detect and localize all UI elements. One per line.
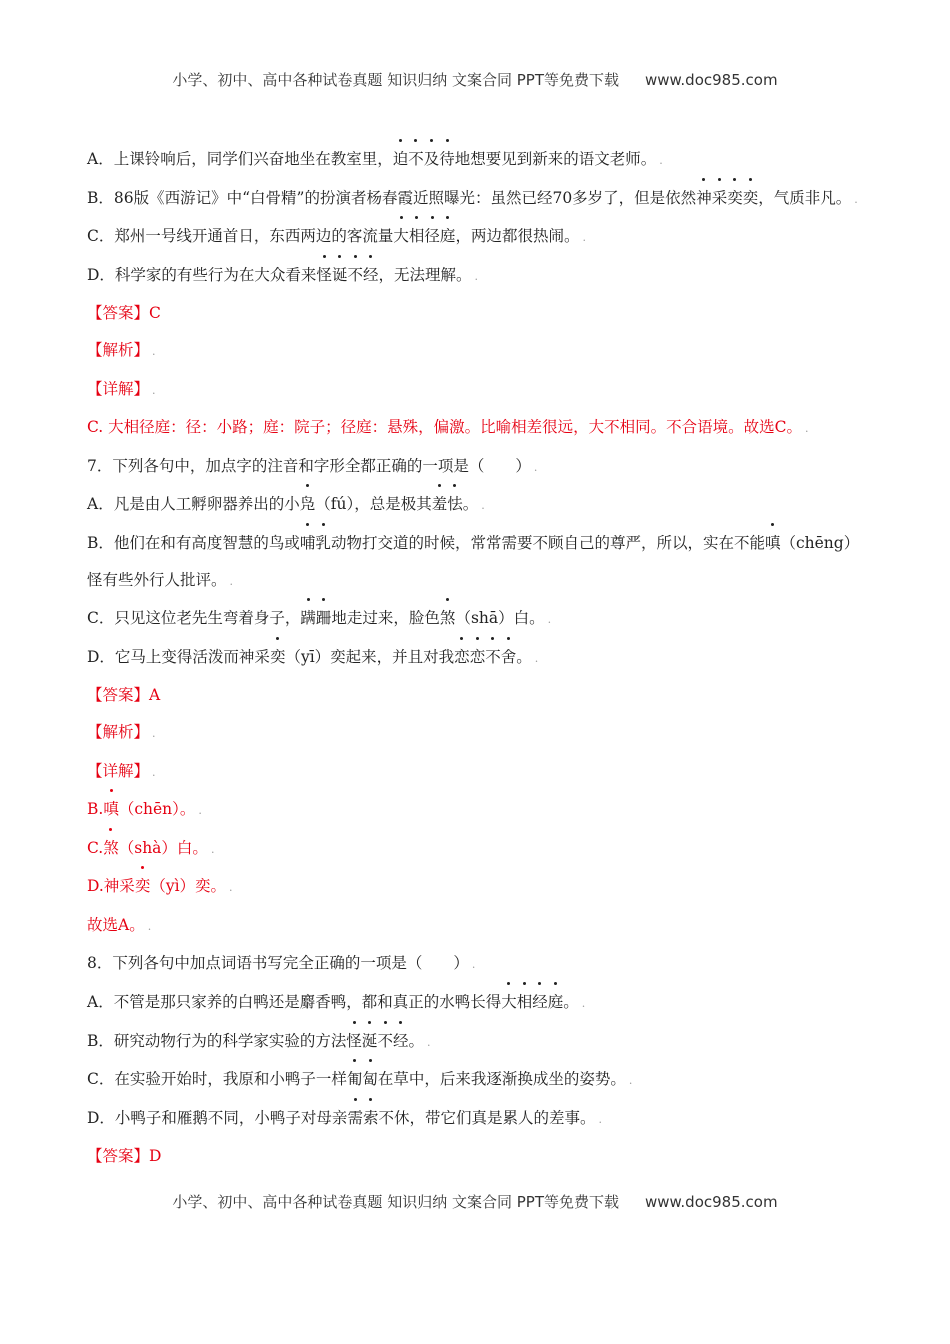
q6-detail-label: 【详解】 . xyxy=(87,379,156,398)
paragraph-mark: . xyxy=(152,344,156,358)
dotted-words xyxy=(440,609,456,627)
answer-value: C xyxy=(149,304,161,323)
dotted-char: 羞 xyxy=(432,486,448,523)
dotted-char: 不 xyxy=(377,1023,393,1060)
paragraph-mark: . xyxy=(229,574,234,588)
q8-stem: 8．下列各句中加点词语书写完全正确的一项是（ ） . xyxy=(87,954,476,973)
dotted-words xyxy=(432,495,463,513)
paragraph-mark: . xyxy=(426,1035,431,1049)
dotted-char: 神 xyxy=(696,180,712,217)
dotted-char: 哺 xyxy=(300,525,316,562)
dotted-char: 经 xyxy=(393,1023,409,1060)
page-footer xyxy=(0,1191,950,1212)
q7-analysis-label: 【解析】 . xyxy=(87,722,156,741)
paragraph-mark: . xyxy=(471,958,476,972)
q7-conclusion: 故选A。 . xyxy=(87,915,152,934)
dotted-char: 舍 xyxy=(501,639,517,676)
dotted-char: 涎 xyxy=(362,1023,378,1060)
dotted-char: 待 xyxy=(439,141,455,178)
paragraph-mark: . xyxy=(805,422,809,436)
dotted-char: 匍 xyxy=(347,1061,363,1098)
footer-site: www.doc985.com xyxy=(644,1193,778,1211)
q6-option-c: C．郑州一号线开通首日，东西两边的客流量大相径庭，两边都很热闹。 . xyxy=(87,218,867,257)
dotted-char: 及 xyxy=(424,141,440,178)
q7-option-b: B．他们在和有高度智慧的鸟或哺乳动物打交道的时候，常常需要不顾自己的尊严，所以，实在不能嗔（chēng）怪有些外行人批评。 . xyxy=(87,525,867,600)
dotted-char: 匐 xyxy=(362,1061,378,1098)
dotted-char: 怪 xyxy=(346,1023,362,1060)
paragraph-mark: . xyxy=(582,231,586,245)
dotted-words xyxy=(765,534,781,552)
page-header xyxy=(0,69,950,90)
dotted-words xyxy=(347,1109,378,1127)
paragraph-mark: . xyxy=(659,154,663,167)
q7-detail-label: 【详解】 . xyxy=(87,761,156,780)
dotted-words xyxy=(135,877,151,895)
q7-answer: 【答案】A xyxy=(87,686,161,705)
dotted-char: 经 xyxy=(532,984,548,1021)
dotted-char: 相 xyxy=(517,984,533,1021)
q8-option-d: D．小鸭子和雁鹅不同，小鸭子对母亲需索不休，带它们真是累人的差事。 . xyxy=(87,1100,867,1139)
dotted-char: 奕 xyxy=(270,639,286,676)
q7-explain-c: C.煞（shà）白。 . xyxy=(87,830,867,869)
dotted-char: 奕 xyxy=(727,180,743,217)
paragraph-mark: . xyxy=(854,192,858,206)
header-text: 小学、初中、高中各种试卷真题 知识归纳 文案合同 PPT等免费下载 xyxy=(172,71,619,89)
dotted-words xyxy=(270,648,286,666)
paragraph-mark: . xyxy=(210,842,215,856)
dotted-char: 嗔 xyxy=(765,525,781,562)
header-site: www.doc985.com xyxy=(644,71,778,89)
dotted-words xyxy=(103,839,119,857)
dotted-char: 迫 xyxy=(393,141,409,178)
dotted-words xyxy=(300,609,331,627)
q7-explain-d: D.神采奕（yì）奕。 . xyxy=(87,868,867,907)
dotted-words xyxy=(501,993,563,1011)
document-body xyxy=(87,141,867,1175)
paragraph-mark: . xyxy=(152,726,156,740)
dotted-char: 煞 xyxy=(440,600,456,637)
dotted-char: 不 xyxy=(408,141,424,178)
paragraph-mark: . xyxy=(152,765,156,779)
dotted-char: 奕 xyxy=(135,868,151,905)
dotted-char: 相 xyxy=(409,218,425,255)
paragraph-mark: . xyxy=(198,804,202,818)
q8-option-a: A．不管是那只家养的白鸭还是麝香鸭，都和真正的水鸭长得大相经庭。 . xyxy=(87,984,867,1023)
answer-value: A xyxy=(149,686,161,705)
dotted-char: 乳 xyxy=(315,525,331,562)
dotted-words xyxy=(346,1032,408,1050)
dotted-char: 奕 xyxy=(743,180,759,217)
dotted-char: 恋 xyxy=(454,639,470,676)
paragraph-mark: . xyxy=(481,499,485,513)
dotted-char: 采 xyxy=(712,180,728,217)
q8-answer: 【答案】D xyxy=(87,1147,162,1166)
dotted-char: 经 xyxy=(363,257,379,294)
dotted-char: 凫 xyxy=(300,486,316,523)
dotted-char: 诞 xyxy=(332,257,348,294)
answer-value: D xyxy=(149,1147,162,1166)
dotted-char: 大 xyxy=(393,218,409,255)
paragraph-mark: . xyxy=(581,997,586,1011)
paragraph-mark: . xyxy=(147,919,152,933)
paragraph-mark: . xyxy=(474,269,479,283)
q6-option-b: B．86版《西游记》中“白骨精”的扮演者杨春霞近照曝光：虽然已经70多岁了，但是依然神采奕奕，气质非凡。 . xyxy=(87,180,867,219)
dotted-char: 索 xyxy=(363,1100,379,1137)
q8-option-b: B．研究动物行为的科学家实验的方法怪涎不经。 . xyxy=(87,1023,867,1062)
dotted-words xyxy=(393,227,455,245)
dotted-words xyxy=(103,800,119,818)
q7-option-d: D．它马上变得活泼而神采奕（yī）奕起来，并且对我恋恋不舍。 . xyxy=(87,639,867,678)
q6-option-a: A．上课铃响后，同学们兴奋地坐在教室里，迫不及待地想要见到新来的语文老师。 . xyxy=(87,141,867,180)
paragraph-mark: . xyxy=(534,651,539,665)
q6-analysis-label: 【解析】 . xyxy=(87,340,156,359)
paragraph-mark: . xyxy=(229,881,233,895)
q7-explain-b: B.嗔（chēn）。 . xyxy=(87,791,867,830)
dotted-char: 不 xyxy=(347,257,363,294)
dotted-char: 怯 xyxy=(447,486,463,523)
dotted-char: 跚 xyxy=(316,600,332,637)
paragraph-mark: . xyxy=(628,1074,633,1088)
dotted-words xyxy=(393,150,455,168)
q6-explanation: C. 大相径庭：径：小路；庭：院子；径庭：悬殊，偏激。比喻相差很远，大不相同。不合语境。故选C。 . xyxy=(87,418,809,437)
dotted-char: 庭 xyxy=(548,984,564,1021)
q7-option-c: C．只见这位老先生弯着身子，蹒跚地走过来，脸色煞（shā）白。 . xyxy=(87,600,867,639)
dotted-char: 需 xyxy=(347,1100,363,1137)
dotted-char: 蹒 xyxy=(300,600,316,637)
dotted-words xyxy=(300,495,316,513)
dotted-char: 庭 xyxy=(440,218,456,255)
paragraph-mark: . xyxy=(533,460,538,474)
dotted-char: 大 xyxy=(501,984,517,1021)
dotted-words xyxy=(300,534,331,552)
q6-answer: 【答案】C xyxy=(87,304,161,323)
q7-stem: 7．下列各句中，加点字的注音和字形全都正确的一项是（ ） . xyxy=(87,456,538,475)
dotted-words xyxy=(696,189,758,207)
q8-option-c: C．在实验开始时，我原和小鸭子一样匍匐在草中，后来我逐渐换成坐的姿势。 . xyxy=(87,1061,867,1100)
paragraph-mark: . xyxy=(598,1112,602,1126)
dotted-char: 不 xyxy=(485,639,501,676)
dotted-words xyxy=(347,1070,378,1088)
footer-text: 小学、初中、高中各种试卷真题 知识归纳 文案合同 PPT等免费下载 xyxy=(172,1193,619,1211)
dotted-char: 煞 xyxy=(103,830,119,867)
q7-option-a: A．凡是由人工孵卵器养出的小凫（fú），总是极其羞怯。 . xyxy=(87,486,867,525)
dotted-char: 径 xyxy=(424,218,440,255)
paragraph-mark: . xyxy=(152,383,156,397)
dotted-words xyxy=(316,266,378,284)
dotted-char: 嗔 xyxy=(103,791,119,828)
dotted-char: 怪 xyxy=(316,257,332,294)
q6-option-d: D．科学家的有些行为在大众看来怪诞不经，无法理解。 . xyxy=(87,257,867,296)
dotted-char: 恋 xyxy=(470,639,486,676)
dotted-words xyxy=(454,648,516,666)
paragraph-mark: . xyxy=(547,613,552,627)
